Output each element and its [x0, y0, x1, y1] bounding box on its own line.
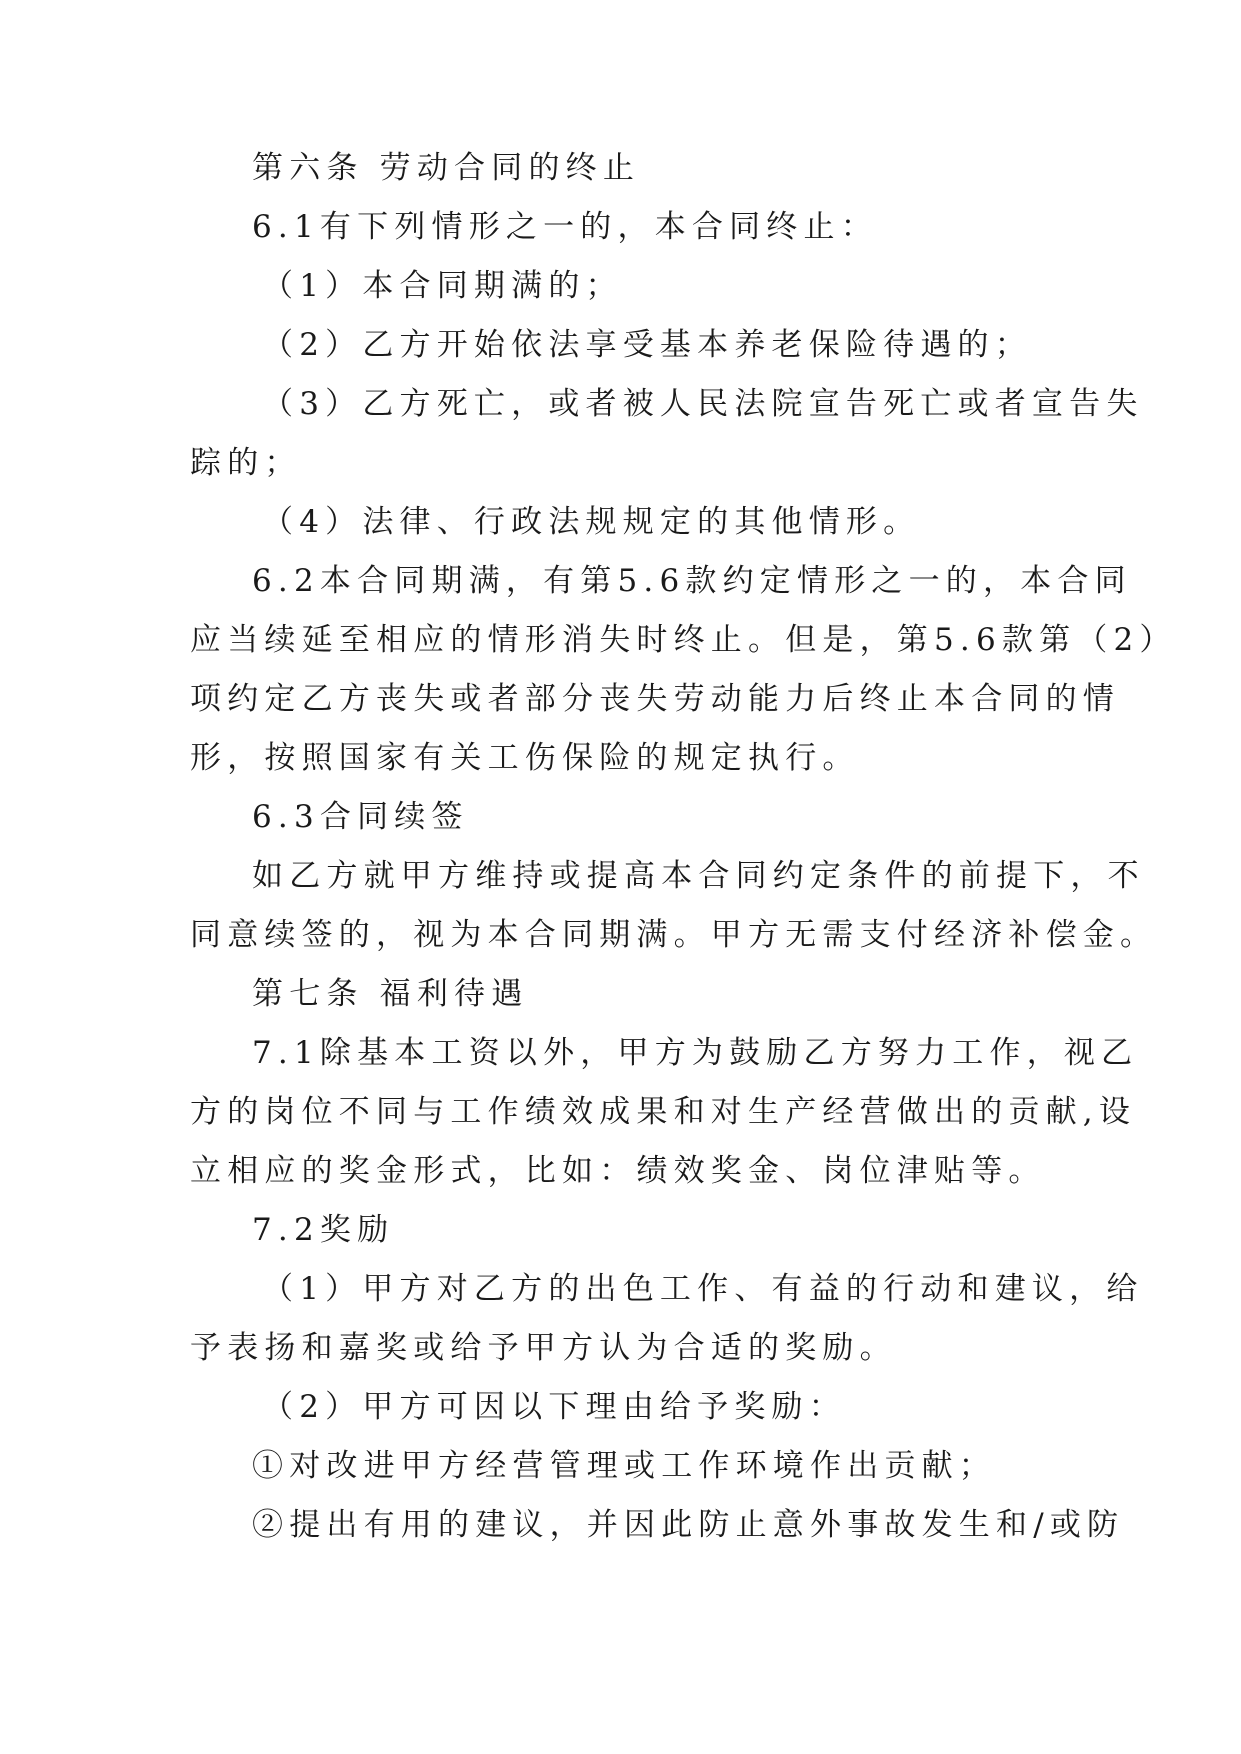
clause-6-3-body: 如乙方就甲方维持或提高本合同约定条件的前提下，不	[252, 858, 1145, 894]
clause-6-2-cont-2: 项约定乙方丧失或者部分丧失劳动能力后终止本合同的情	[190, 681, 1120, 717]
article-7-heading: 第七条 福利待遇	[252, 976, 529, 1012]
clause-6-1: 6.1有下列情形之一的，本合同终止：	[252, 209, 878, 245]
clause-7-2-heading: 7.2奖励	[252, 1212, 395, 1248]
reward-reason-1: ①对改进甲方经营管理或工作环境作出贡献；	[252, 1448, 996, 1484]
clause-7-1-cont-1: 方的岗位不同与工作绩效成果和对生产经营做出的贡献,设	[190, 1094, 1137, 1130]
clause-7-2-item-1-cont: 予表扬和嘉奖或给予甲方认为合适的奖励。	[190, 1330, 897, 1366]
clause-6-1-item-2: （2）乙方开始依法享受基本养老保险待遇的；	[262, 327, 1032, 363]
clause-7-2-item-2: （2）甲方可因以下理由给予奖励：	[262, 1389, 846, 1425]
clause-6-1-item-3-cont: 踪的；	[190, 445, 302, 481]
clause-7-2-item-1: （1）甲方对乙方的出色工作、有益的行动和建议，给	[262, 1271, 1144, 1307]
clause-6-1-item-4: （4）法律、行政法规规定的其他情形。	[262, 504, 921, 540]
clause-6-2-cont-3: 形，按照国家有关工伤保险的规定执行。	[190, 740, 860, 776]
article-6-heading: 第六条 劳动合同的终止	[252, 150, 641, 186]
clause-6-2: 6.2本合同期满，有第5.6款约定情形之一的，本合同	[252, 563, 1132, 599]
clause-6-3-body-cont: 同意续签的，视为本合同期满。甲方无需支付经济补偿金。	[190, 917, 1158, 953]
clause-7-1-cont-2: 立相应的奖金形式，比如：绩效奖金、岗位津贴等。	[190, 1153, 1046, 1189]
clause-6-1-item-1: （1）本合同期满的；	[262, 268, 623, 304]
reward-reason-2: ②提出有用的建议，并因此防止意外事故发生和/或防	[252, 1507, 1125, 1543]
clause-6-3-heading: 6.3合同续签	[252, 799, 469, 835]
clause-7-1: 7.1除基本工资以外，甲方为鼓励乙方努力工作，视乙	[252, 1035, 1139, 1071]
clause-6-2-cont-1: 应当续延至相应的情形消失时终止。但是，第5.6款第（2）	[190, 622, 1177, 658]
clause-6-1-item-3: （3）乙方死亡，或者被人民法院宣告死亡或者宣告失	[262, 386, 1144, 422]
